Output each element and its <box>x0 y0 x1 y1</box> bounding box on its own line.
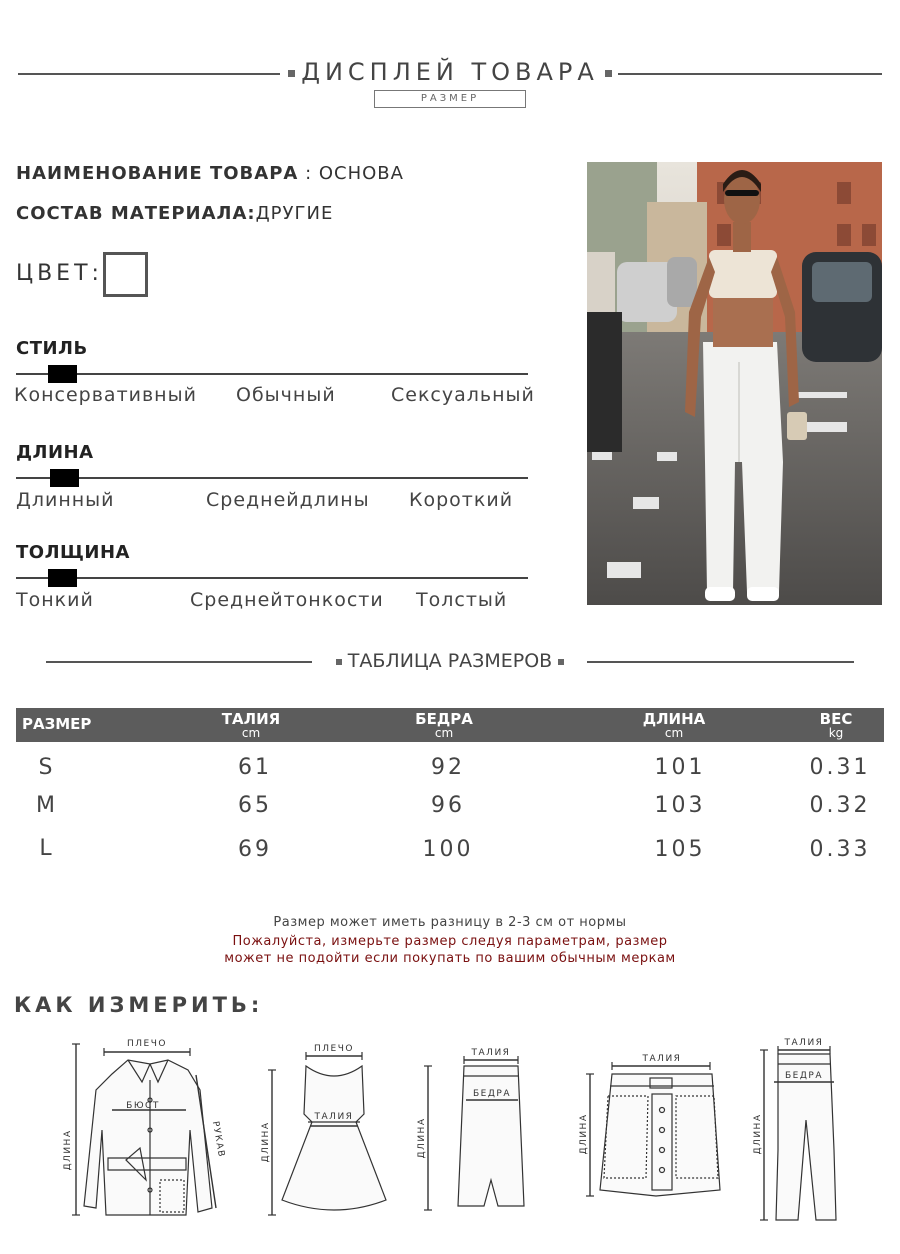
material-row <box>16 203 333 224</box>
jacket-chest-label: БЮСТ <box>126 1101 160 1111</box>
size-table-title <box>0 650 900 672</box>
col-header-label: ВЕС <box>819 710 853 728</box>
square-icon <box>558 659 564 665</box>
cell-hips: 96 <box>431 793 465 818</box>
col-header-label: ДЛИНА <box>642 710 706 728</box>
material-label: СОСТАВ МАТЕРИАЛА: <box>16 203 256 224</box>
skirt-length-label: ДЛИНА <box>417 1117 427 1159</box>
scale-option: Среднейдлины <box>206 489 370 511</box>
dress-waist-label: ТАЛИЯ <box>314 1112 354 1122</box>
jacket-diagram <box>72 1044 216 1215</box>
square-icon <box>336 659 342 665</box>
jacket-sleeve-label: РУКАВ <box>209 1120 227 1159</box>
col-header-hips <box>394 712 494 739</box>
product-photo-illustration <box>587 162 882 605</box>
jacket-shoulder-label: ПЛЕЧО <box>127 1039 167 1049</box>
scale-option: Длинный <box>16 489 115 511</box>
shorts-diagram <box>586 1062 720 1196</box>
scale-option: Тонкий <box>16 589 94 611</box>
size-table-title-text: ТАБЛИЦА РАЗМЕРОВ <box>347 650 553 672</box>
col-header-unit: cm <box>434 726 454 740</box>
scale-track-style <box>16 373 528 375</box>
measure-warning-line1: Пожалуйста, измерьте размер следуя параметрам, размер <box>232 934 668 949</box>
col-header-waist <box>201 712 301 739</box>
shorts-length-label: ДЛИНА <box>579 1113 589 1155</box>
page-title-text: ДИСПЛЕЙ ТОВАРА <box>301 58 599 86</box>
col-header-weight <box>786 712 886 739</box>
measure-warning-line2: может не подойти если покупать по вашим обычным меркам <box>224 951 676 966</box>
scale-title-length: ДЛИНА <box>16 442 94 463</box>
size-table-header <box>16 708 884 742</box>
scale-title-thickness: ТОЛЩИНА <box>16 542 130 563</box>
cell-hips: 92 <box>431 755 465 780</box>
scale-option: Среднейтонкости <box>190 589 384 611</box>
dress-diagram <box>268 1052 386 1215</box>
col-header-unit: cm <box>241 726 261 740</box>
color-swatch <box>103 252 148 297</box>
col-header-label: РАЗМЕР <box>22 715 92 733</box>
dress-shoulder-label: ПЛЕЧО <box>314 1044 354 1054</box>
cell-weight: 0.32 <box>809 793 871 818</box>
col-header-size <box>22 717 92 732</box>
product-name-label: НАИМЕНОВАНИЕ ТОВАРА <box>16 163 299 184</box>
scale-track-thickness <box>16 577 528 579</box>
square-icon <box>605 70 612 77</box>
cell-waist: 65 <box>238 793 272 818</box>
size-note: Размер может иметь разницу в 2-3 см от нормы <box>273 915 627 930</box>
col-header-label: БЕДРА <box>415 710 473 728</box>
cell-waist: 61 <box>238 755 272 780</box>
cell-waist: 69 <box>238 837 272 862</box>
cell-weight: 0.31 <box>809 755 871 780</box>
pants-length-label: ДЛИНА <box>753 1113 763 1155</box>
page-title <box>0 58 900 86</box>
col-header-unit: kg <box>828 726 844 740</box>
product-name-value: : ОСНОВА <box>305 163 404 184</box>
dress-length-label: ДЛИНА <box>261 1121 271 1163</box>
how-to-measure-title: КАК ИЗМЕРИТЬ: <box>14 993 264 1017</box>
material-value: ДРУГИЕ <box>255 203 334 224</box>
col-header-unit: cm <box>664 726 684 740</box>
product-name-row <box>16 163 404 184</box>
page-subtitle: РАЗМЕР <box>374 90 526 108</box>
cell-size: M <box>36 793 58 818</box>
cell-length: 103 <box>654 793 706 818</box>
scale-track-length <box>16 477 528 479</box>
col-header-length <box>624 712 724 739</box>
pants-hip-label: БЕДРА <box>785 1071 823 1081</box>
jacket-length-label: ДЛИНА <box>63 1129 73 1171</box>
cell-hips: 100 <box>422 837 474 862</box>
scale-marker-style <box>48 365 77 383</box>
scale-marker-thickness <box>48 569 77 587</box>
product-photo <box>587 162 882 605</box>
scale-marker-length <box>50 469 79 487</box>
cell-length: 101 <box>654 755 706 780</box>
pants-waist-label: ТАЛИЯ <box>784 1038 824 1048</box>
scale-option: Толстый <box>416 589 508 611</box>
cell-size: L <box>39 836 55 861</box>
scale-option: Короткий <box>409 489 514 511</box>
col-header-label: ТАЛИЯ <box>221 710 281 728</box>
cell-length: 105 <box>654 837 706 862</box>
scale-option: Сексуальный <box>391 384 535 406</box>
cell-weight: 0.33 <box>809 837 871 862</box>
square-icon <box>288 70 295 77</box>
skirt-waist-label: ТАЛИЯ <box>471 1048 511 1058</box>
scale-option: Консервативный <box>14 384 197 406</box>
scale-title-style: СТИЛЬ <box>16 338 88 359</box>
cell-size: S <box>38 755 56 780</box>
scale-option: Обычный <box>236 384 336 406</box>
skirt-diagram <box>424 1056 524 1210</box>
shorts-waist-label: ТАЛИЯ <box>642 1054 682 1064</box>
color-label: ЦВЕТ: <box>16 261 103 286</box>
skirt-hip-label: БЕДРА <box>473 1089 511 1099</box>
measurement-diagrams <box>0 1030 900 1230</box>
